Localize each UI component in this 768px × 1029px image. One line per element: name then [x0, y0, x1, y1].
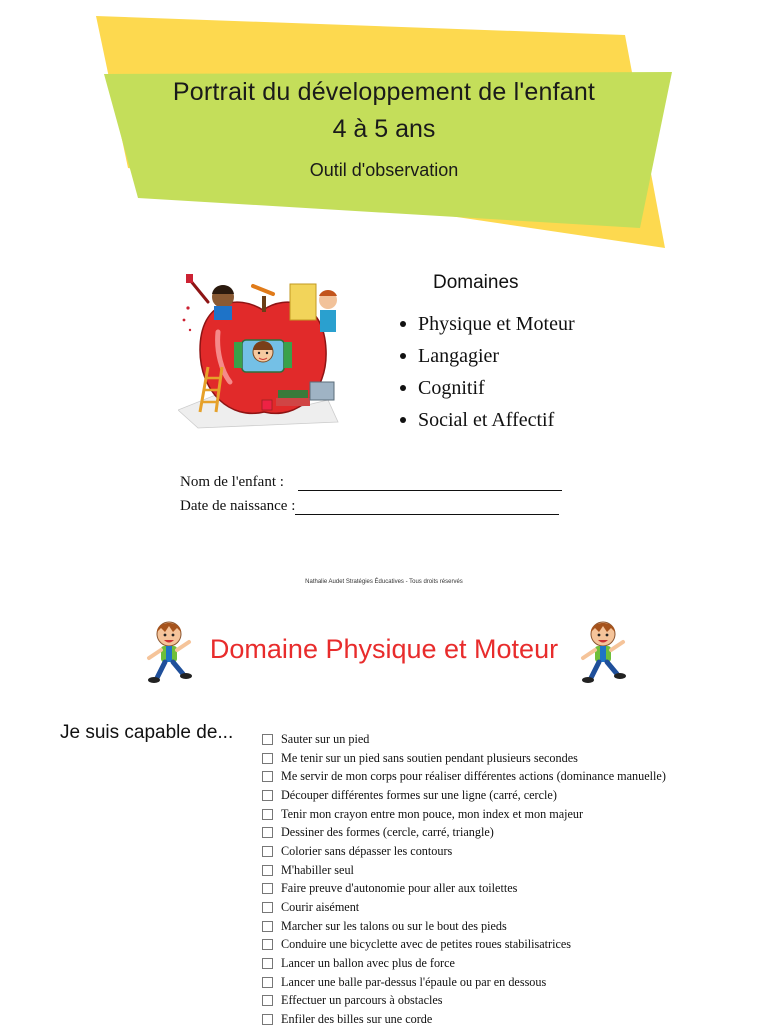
child-name-field[interactable] — [180, 474, 562, 491]
child-name-label: Nom de l'enfant : — [180, 474, 284, 490]
domains-heading: Domaines — [433, 272, 519, 293]
checklist-item[interactable]: Marcher sur les talons ou sur le bout des pieds — [262, 917, 666, 936]
domain-item: Langagier — [400, 340, 575, 372]
checkbox[interactable] — [262, 995, 273, 1006]
bullet-icon — [400, 321, 406, 327]
title-block — [120, 78, 648, 181]
checkbox[interactable] — [262, 921, 273, 932]
checkbox[interactable] — [262, 753, 273, 764]
bullet-icon — [400, 417, 406, 423]
copyright-footer: Nathalie Audet Stratégies Éducatives - Tous droits réservés — [305, 579, 463, 585]
checkbox[interactable] — [262, 846, 273, 857]
checklist-item[interactable]: Colorier sans dépasser les contours — [262, 842, 666, 861]
checklist-item[interactable]: Courir aisément — [262, 898, 666, 917]
birth-date-field[interactable] — [180, 498, 559, 515]
checkbox[interactable] — [262, 977, 273, 988]
checklist-item[interactable]: Me servir de mon corps pour réaliser différentes actions (dominance manuelle) — [262, 767, 666, 786]
checkbox[interactable] — [262, 771, 273, 782]
checklist-item[interactable]: Lancer une balle par-dessus l'épaule ou par en dessous — [262, 973, 666, 992]
document-title: Portrait du développement de l'enfant — [172, 78, 596, 106]
checklist-item[interactable]: Tenir mon crayon entre mon pouce, mon index et mon majeur — [262, 805, 666, 824]
checklist-item[interactable]: Découper différentes formes sur une ligne (carré, cercle) — [262, 786, 666, 805]
checklist-item[interactable]: Enfiler des billes sur une corde — [262, 1010, 666, 1029]
birth-date-label: Date de naissance : — [180, 498, 296, 514]
checklist-item[interactable]: Conduire une bicyclette avec de petites roues stabilisatrices — [262, 936, 666, 955]
apple-house-illustration — [178, 272, 348, 432]
checkbox[interactable] — [262, 809, 273, 820]
checkbox[interactable] — [262, 734, 273, 745]
checklist-item[interactable]: Dessiner des formes (cercle, carré, triangle) — [262, 823, 666, 842]
domain-item: Cognitif — [400, 372, 575, 404]
checkbox[interactable] — [262, 902, 273, 913]
checklist-item[interactable]: Sauter sur un pied — [262, 730, 666, 749]
checklist-item[interactable]: Effectuer un parcours à obstacles — [262, 992, 666, 1011]
checklist-item[interactable]: Lancer un ballon avec plus de force — [262, 954, 666, 973]
child-name-line[interactable] — [298, 474, 562, 491]
bullet-icon — [400, 385, 406, 391]
bullet-icon — [400, 353, 406, 359]
checklist-item[interactable]: Faire preuve d'autonomie pour aller aux toilettes — [262, 880, 666, 899]
birth-date-line[interactable] — [295, 498, 559, 515]
skills-checklist — [262, 730, 666, 1029]
domain-item: Social et Affectif — [400, 404, 575, 436]
section-title: Domaine Physique et Moteur — [209, 634, 559, 664]
checkbox[interactable] — [262, 865, 273, 876]
checkbox[interactable] — [262, 958, 273, 969]
checklist-item[interactable]: M'habiller seul — [262, 861, 666, 880]
checkbox[interactable] — [262, 939, 273, 950]
checklist-item[interactable]: Me tenir sur un pied sans soutien pendant plusieurs secondes — [262, 749, 666, 768]
age-range: 4 à 5 ans — [332, 115, 436, 143]
document-subtitle: Outil d'observation — [309, 160, 459, 180]
domain-item: Physique et Moteur — [400, 308, 575, 340]
checkbox[interactable] — [262, 883, 273, 894]
checkbox[interactable] — [262, 790, 273, 801]
domains-list — [400, 308, 575, 436]
checklist-intro: Je suis capable de... — [60, 722, 234, 743]
checkbox[interactable] — [262, 827, 273, 838]
